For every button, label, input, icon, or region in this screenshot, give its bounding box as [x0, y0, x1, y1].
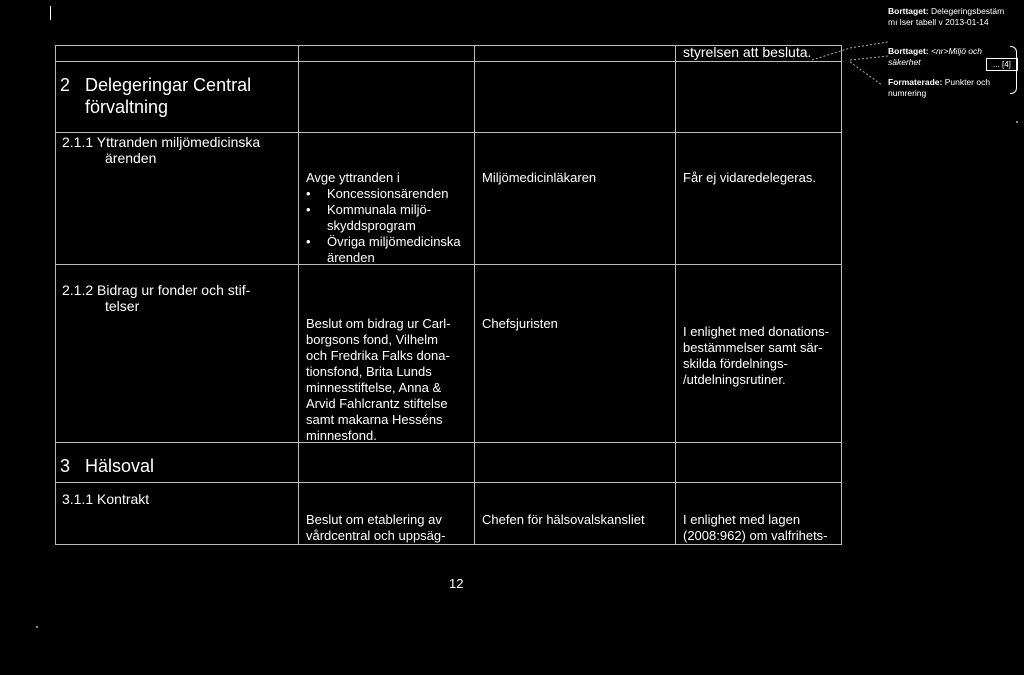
action-line: minnesstiftelse, Anna & [306, 380, 442, 395]
subsection-title: telser [105, 298, 140, 314]
bullet-item: • Övriga miljömedicinska ärenden [300, 234, 461, 266]
note-text: Får ej vidaredelegeras. [683, 170, 816, 185]
section-title: förvaltning [85, 97, 169, 117]
comment-bracket [1010, 46, 1017, 94]
note-line: skilda fördelnings- [683, 356, 788, 371]
action-bullet-list [300, 186, 461, 266]
action-line: Beslut om bidrag ur Carl- [306, 316, 451, 331]
scan-speck [36, 626, 38, 628]
action-line: Beslut om etablering av [306, 512, 442, 527]
action-line: minnesfond. [306, 428, 377, 443]
comment-label: Borttaget: [888, 46, 929, 56]
section-number: 2 [60, 75, 71, 95]
section-title: Delegeringar Central [85, 75, 252, 95]
subsection-title: ärenden [105, 150, 157, 166]
subsection-title: 3.1.1 Kontrakt [62, 491, 150, 507]
action-line: tionsfond, Brita Lunds [306, 364, 432, 379]
bullet-item: • Koncessionsärenden [300, 186, 461, 202]
note-line: I enlighet med donations- [683, 324, 829, 339]
note-line: I enlighet med lagen [683, 512, 801, 527]
comment-connectors [810, 40, 890, 100]
page-number: 12 [449, 576, 464, 591]
delegate-text: Miljömedicinläkaren [482, 170, 597, 185]
note-line: /utdelningsrutiner. [683, 372, 786, 387]
action-line: Arvid Fahlcrantz stiftelse [306, 396, 448, 411]
bullet-item: • Kommunala miljö- skyddsprogram [300, 202, 461, 234]
section-number: 3 [60, 456, 71, 476]
comment-text: säkerhet [888, 57, 921, 67]
comment-deleted-1[interactable] [888, 6, 1004, 28]
action-line: borgsons fond, Vilhelm [306, 332, 439, 347]
delegate-text: Chefen för hälsovalskansliet [482, 512, 645, 527]
top-left-marker [50, 6, 51, 20]
continuation-text: styrelsen att besluta. [683, 44, 812, 60]
comment-text: mı lser tabell v 2013-01-14 [888, 17, 989, 27]
subsection-title: 2.1.2 Bidrag ur fonder och stif- [62, 282, 251, 298]
subsection-title: 2.1.1 Yttranden miljömedicinska [62, 134, 261, 150]
section-title: Hälsoval [85, 456, 155, 476]
comment-text: numrering [888, 88, 927, 98]
comment-label: Borttaget: [888, 6, 929, 16]
comment-text: Delegeringsbestäm [930, 6, 1005, 16]
comment-deleted-2[interactable] [888, 46, 982, 68]
action-line: och Fredrika Falks dona- [306, 348, 450, 363]
comment-more-button[interactable]: ... [4] [986, 58, 1018, 71]
scan-speck [1016, 121, 1018, 123]
note-line: (2008:962) om valfrihets- [683, 528, 828, 543]
note-line: bestämmelser samt sär- [683, 340, 823, 355]
action-text: Avge yttranden i [306, 170, 400, 185]
delegate-text: Chefsjuristen [482, 316, 558, 331]
comment-text: Punkter och [944, 77, 991, 87]
comment-label: Formaterade: [888, 77, 943, 87]
action-line: vårdcentral och uppsäg- [306, 528, 446, 543]
comment-text: <nr>Miljö och [930, 46, 983, 56]
comment-formatted[interactable] [888, 77, 990, 99]
action-line: samt makarna Hesséns [306, 412, 443, 427]
